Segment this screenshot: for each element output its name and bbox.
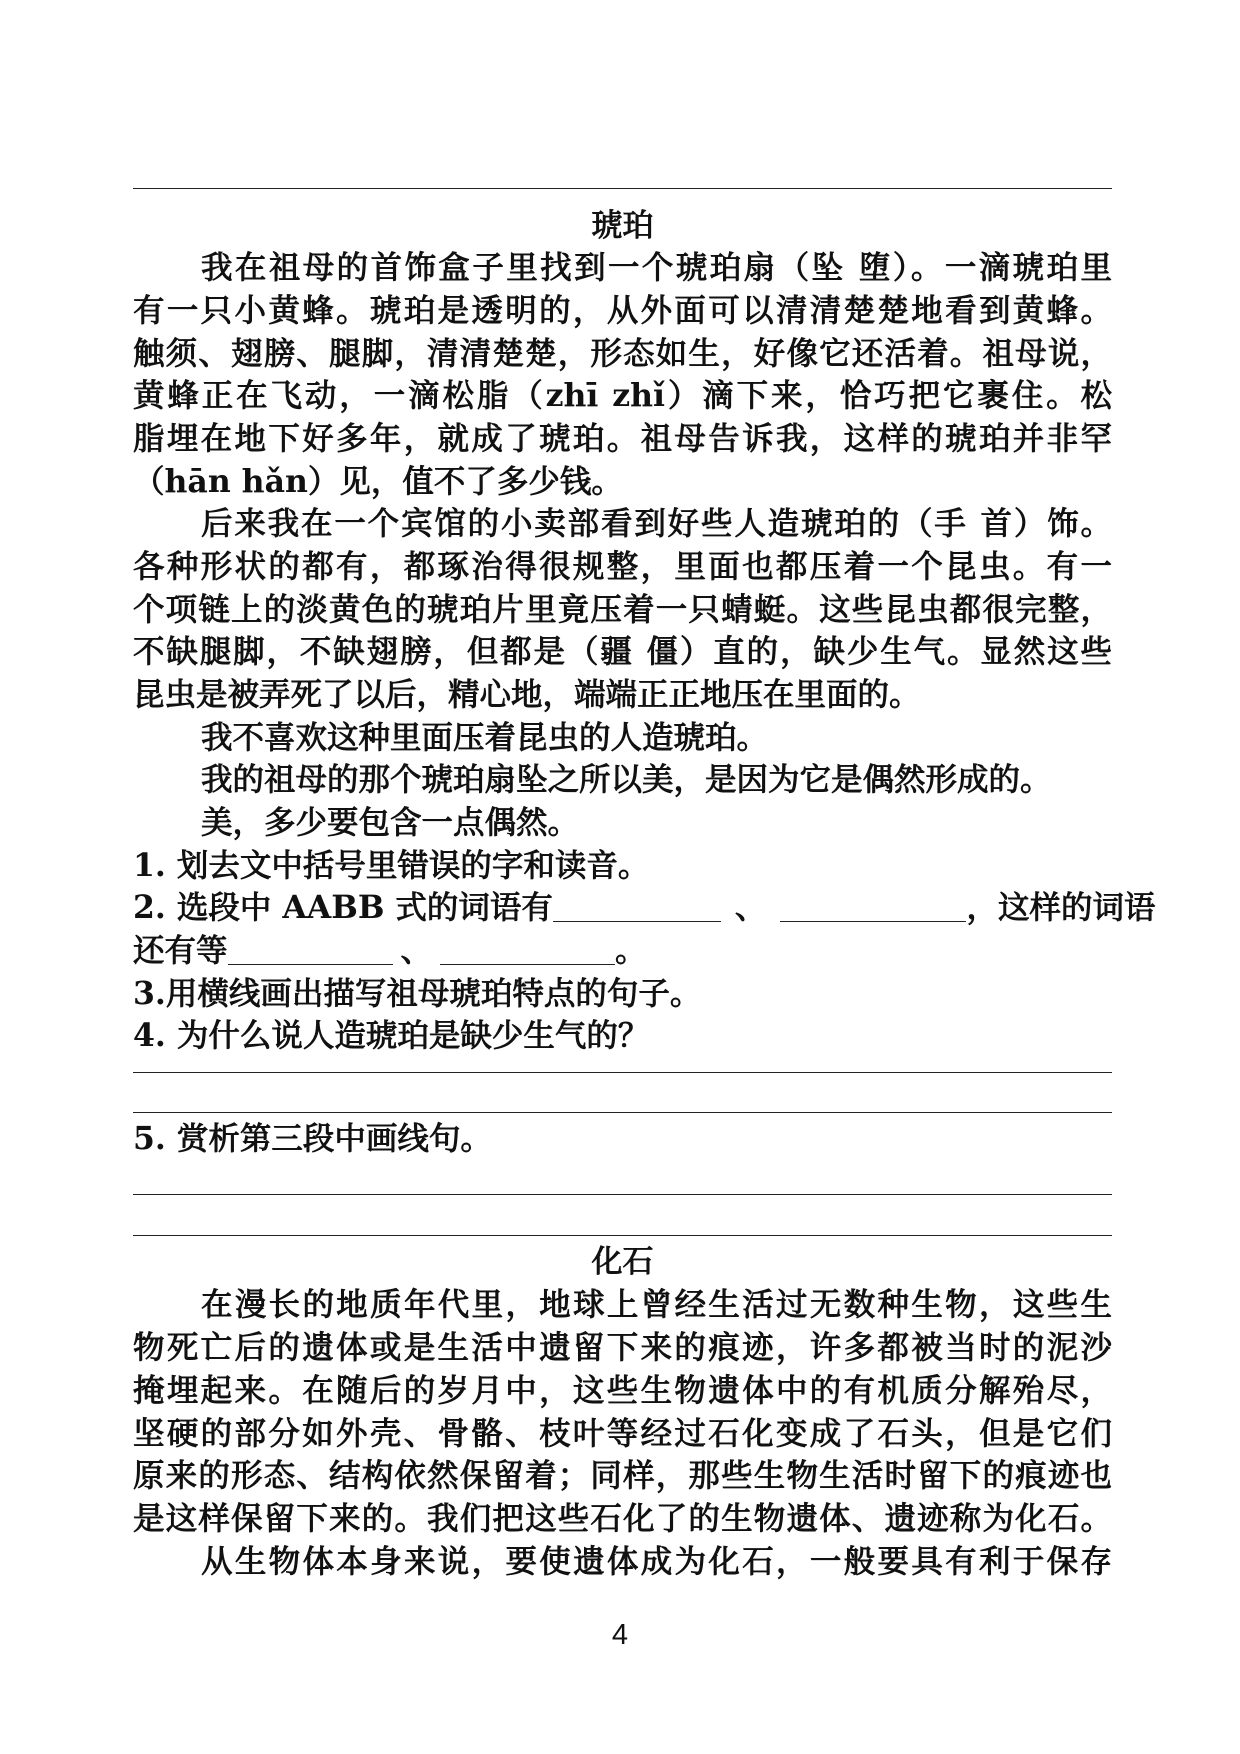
passage1-line: 昆虫是被弄死了以后，精心地，端端正正地压在里面的。 (133, 676, 921, 713)
period: 。 (615, 932, 647, 969)
page-number: 4 (611, 1619, 629, 1651)
passage1-line: 不缺腿脚，不缺翅膀，但都是（疆 僵）直的，缺少生气。显然这些 (133, 633, 1112, 670)
separator: 、 (400, 932, 433, 969)
question-5: 5. 赏析第三段中画线句。 (133, 1120, 492, 1157)
passage1-line: 我在祖母的首饰盒子里找到一个琥珀扇（坠 堕）。一滴琥珀里 (201, 249, 1112, 286)
question-2-text: ，这样的词语 (966, 889, 1156, 926)
question-1: 1. 划去文中括号里错误的字和读音。 (133, 847, 650, 884)
passage1-line: 有一只小黄蜂。琥珀是透明的，从外面可以清清楚楚地看到黄蜂。 (133, 292, 1112, 329)
passage1-line: 脂埋在地下好多年，就成了琥珀。祖母告诉我，这样的琥珀并非罕 (133, 420, 1112, 457)
answer-blank[interactable] (228, 934, 393, 965)
passage2-line: 掩埋起来。在随后的岁月中，这些生物遗体中的有机质分解殆尽， (133, 1372, 1112, 1409)
answer-blank[interactable] (553, 891, 721, 922)
question-4: 4. 为什么说人造琥珀是缺少生气的？ (133, 1017, 650, 1054)
passage1-line: 我的祖母的那个琥珀扇坠之所以美，是因为它是偶然形成的。 (201, 761, 1052, 798)
answer-line[interactable] (133, 1235, 1112, 1236)
passage2-line: 物死亡后的遗体或是生活中遗留下来的痕迹，许多都被当时的泥沙 (133, 1329, 1112, 1366)
question-3: 3.用横线画出描写祖母琥珀特点的句子。 (133, 975, 702, 1012)
passage1-line: 后来我在一个宾馆的小卖部看到好些人造琥珀的（手 首）饰。 (201, 505, 1112, 542)
passage1-line: （hān hǎn）见，值不了多少钱。 (133, 463, 623, 500)
question-2-text: 2. 选段中 AABB 式的词语有 (133, 889, 553, 926)
passage-title-amber: 琥珀 (591, 208, 654, 244)
passage1-line: 个项链上的淡黄色的琥珀片里竟压着一只蜻蜓。这些昆虫都很完整， (133, 591, 1112, 628)
passage2-line: 坚硬的部分如外壳、骨骼、枝叶等经过石化变成了石头，但是它们 (133, 1415, 1112, 1452)
answer-blank[interactable] (440, 934, 615, 965)
passage-title-fossil: 化石 (591, 1244, 654, 1280)
passage1-line: 美，多少要包含一点偶然。 (201, 804, 580, 841)
passage2-line: 原来的形态、结构依然保留着；同样，那些生物生活时留下的痕迹也 (133, 1457, 1112, 1494)
answer-line[interactable] (133, 1112, 1112, 1113)
answer-line[interactable] (133, 1194, 1112, 1195)
answer-line[interactable] (133, 1072, 1112, 1073)
passage2-line: 在漫长的地质年代里，地球上曾经生活过无数种生物，这些生 (201, 1286, 1112, 1323)
separator: 、 (734, 889, 767, 926)
question-2 (133, 887, 1156, 929)
passage1-line: 黄蜂正在飞动，一滴松脂（zhī zhǐ）滴下来，恰巧把它裹住。松 (133, 377, 1112, 414)
answer-blank[interactable] (780, 891, 966, 922)
question-2-continued (133, 930, 1112, 972)
passage2-line: 从生物体本身来说，要使遗体成为化石，一般要具有利于保存 (201, 1543, 1112, 1580)
passage2-line: 是这样保留下来的。我们把这些石化了的生物遗体、遗迹称为化石。 (133, 1500, 1112, 1537)
passage1-line: 触须、翅膀、腿脚，清清楚楚，形态如生，好像它还活着。祖母说， (133, 335, 1112, 372)
top-rule (133, 188, 1112, 189)
question-2-text: 还有等 (133, 932, 228, 969)
passage1-line: 我不喜欢这种里面压着昆虫的人造琥珀。 (201, 719, 769, 756)
passage1-line: 各种形状的都有，都琢治得很规整，里面也都压着一个昆虫。有一 (133, 548, 1112, 585)
